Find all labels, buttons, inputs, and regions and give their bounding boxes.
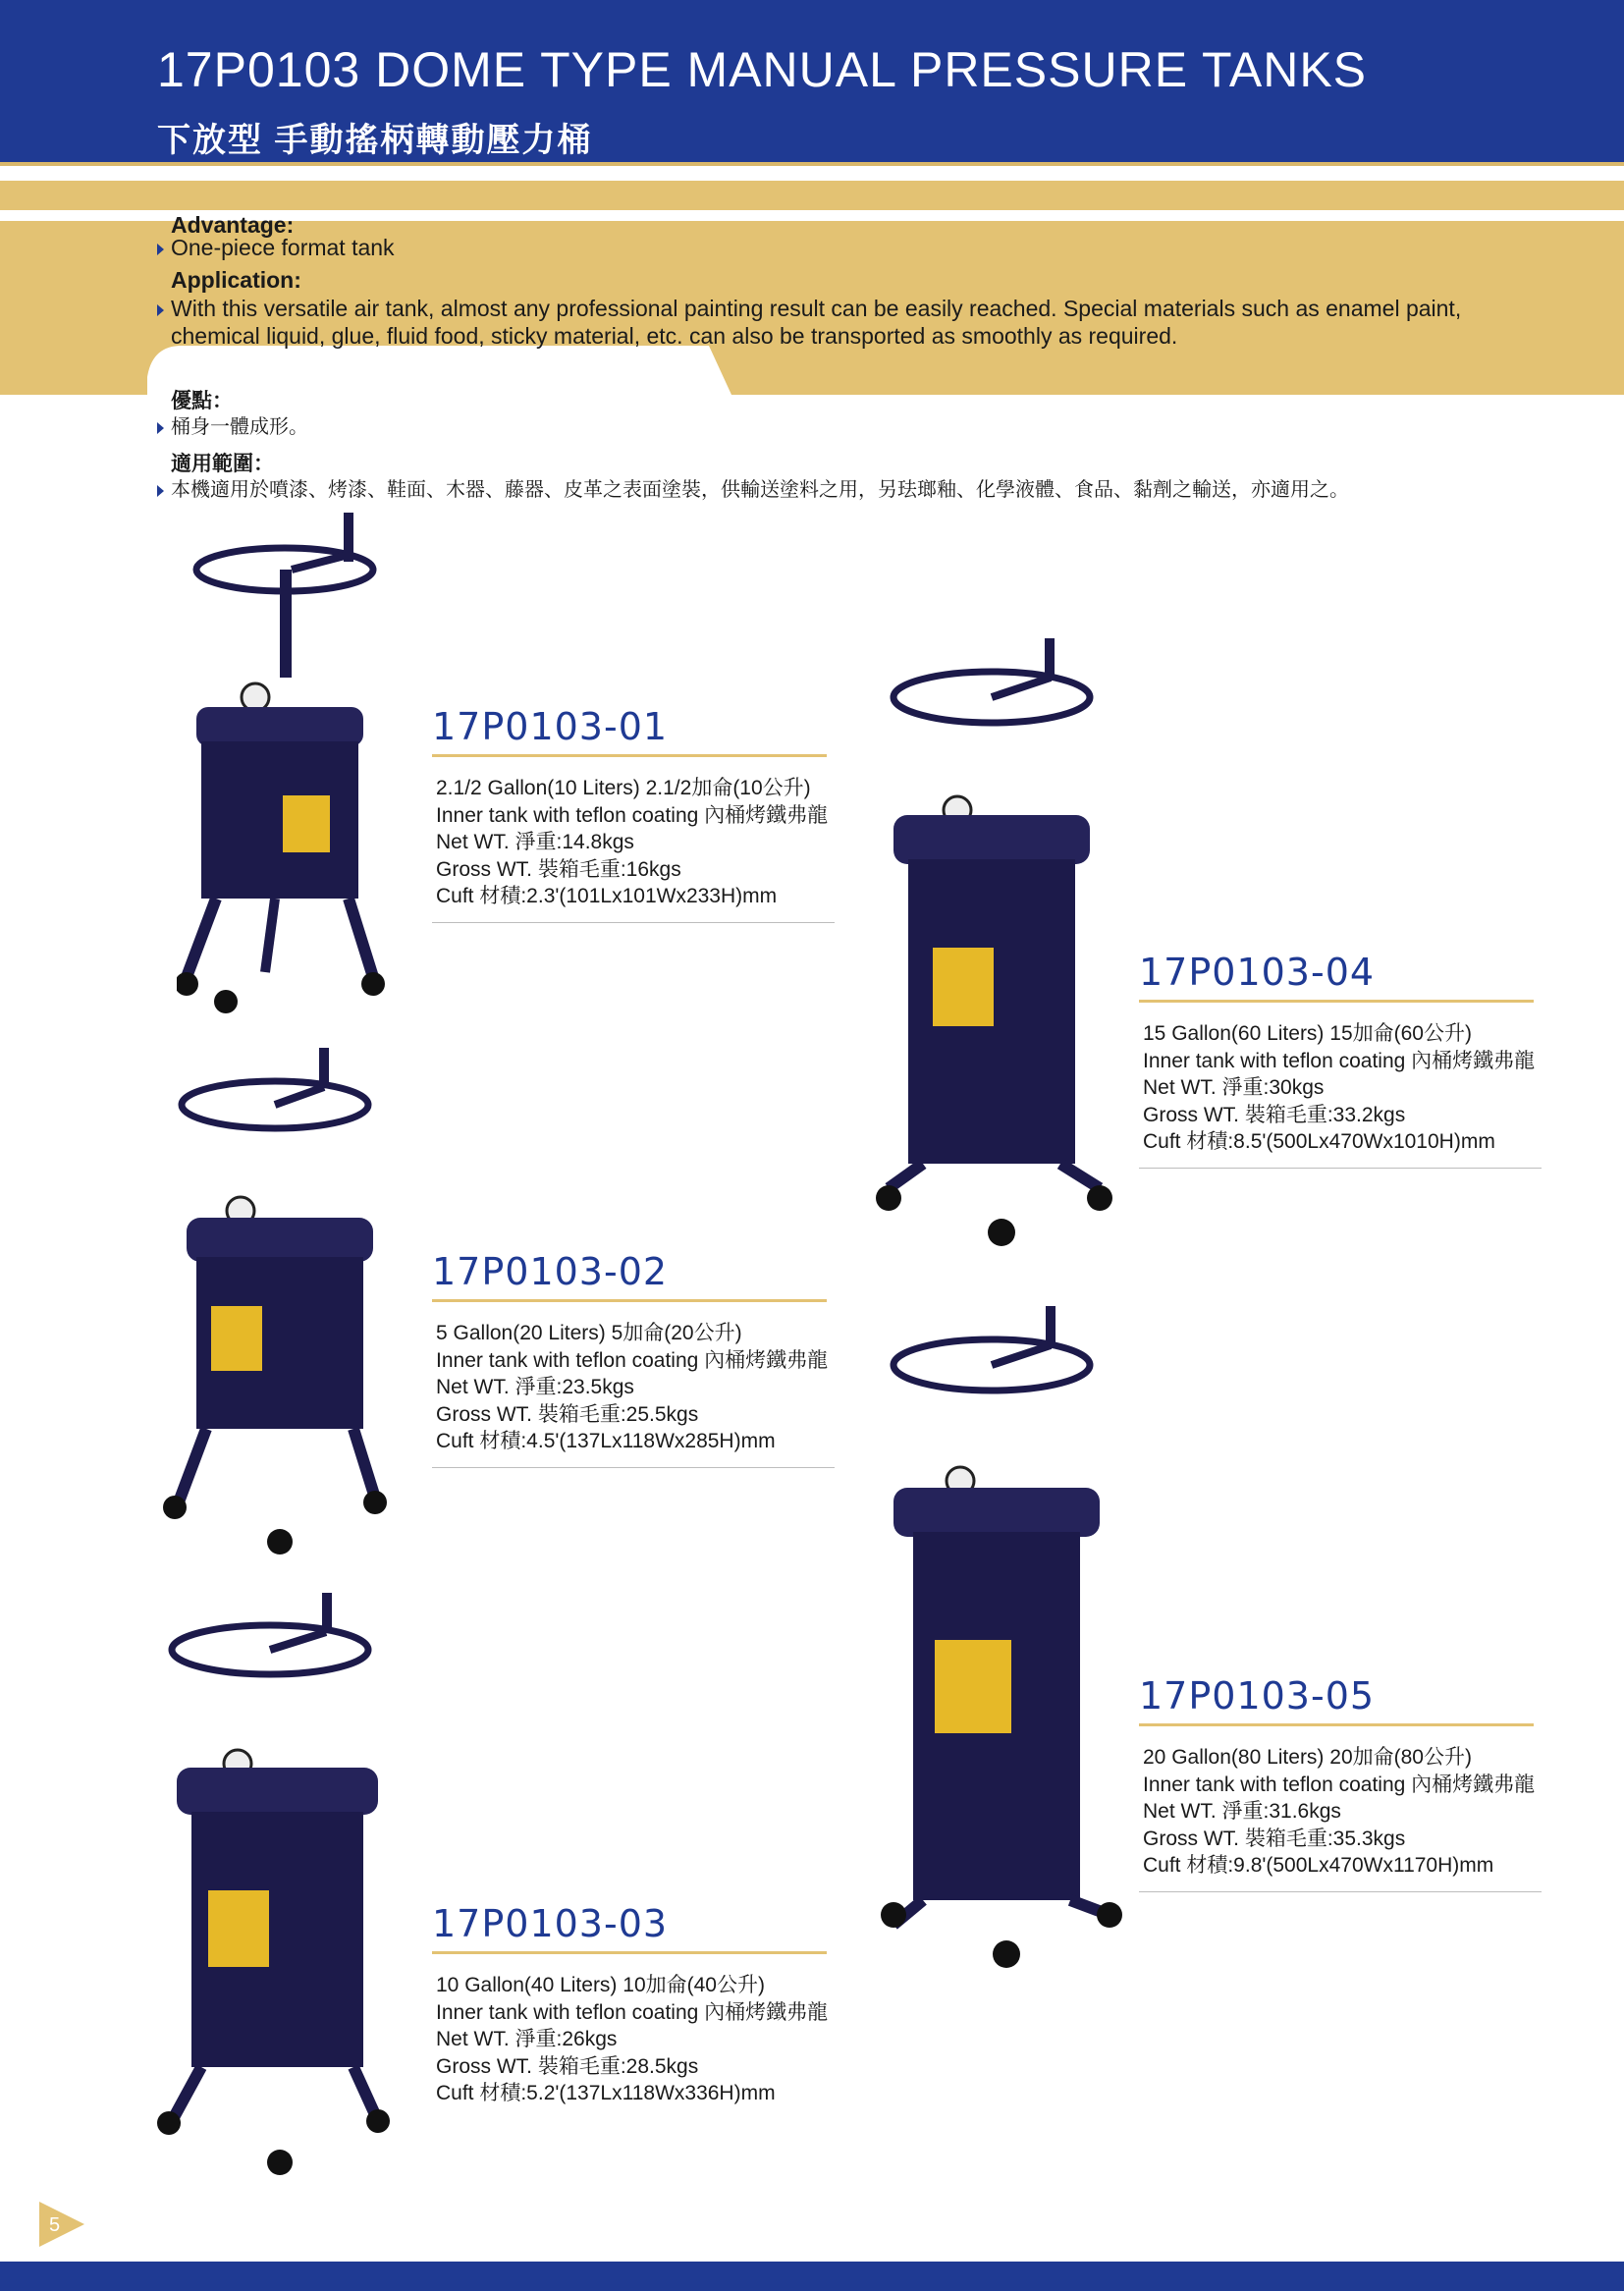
application-item [157,295,1461,322]
spec-gross-weight: Gross WT. 裝箱毛重:35.3kgs [1143,1827,1406,1850]
spec-capacity: 10 Gallon(40 Liters) 10加侖(40公升) [436,1974,765,1996]
application-text-1: With this versatile air tank, almost any professional painting result can be easily reached. Special materials such as enamel paint, [171,296,1462,321]
advantage-text-zh: 桶身一體成形。 [171,416,308,438]
spec-cuft: Cuft 材積:5.2'(137Lx118Wx336H)mm [436,2082,776,2104]
bullet-icon [157,244,164,255]
spec-net-weight: Net WT. 淨重:23.5kgs [436,1376,634,1398]
application-label-zh: 適用範圍： [171,453,274,475]
tank-image-01 [177,511,412,1026]
page-number-triangle-icon [37,2200,86,2249]
spec-cuft: Cuft 材積:4.5'(137Lx118Wx285H)mm [436,1430,776,1452]
spec-coating: Inner tank with teflon coating 內桶烤鐵弗龍 [1143,1773,1536,1796]
spec-gross-weight: Gross WT. 裝箱毛重:25.5kgs [436,1402,699,1426]
product-specs [1143,1744,1571,1880]
header-banner [0,0,1624,162]
model-rule [1139,1000,1534,1003]
advantage-item [157,234,395,261]
tank-image-04 [864,638,1129,1262]
advantage-text: One-piece format tank [171,235,395,260]
spec-capacity: 15 Gallon(60 Liters) 15加侖(60公升) [1143,1022,1472,1045]
product-model: 17P0103-04 [1139,951,1376,994]
product-17P0103-04 [1139,951,1571,1169]
product-17P0103-03 [432,1902,837,2107]
spec-capacity: 2.1/2 Gallon(10 Liters) 2.1/2加侖(10公升) [436,777,811,799]
header-rule [0,162,1624,166]
spec-cuft: Cuft 材積:2.3'(101Lx101Wx233H)mm [436,885,778,907]
product-model: 17P0103-03 [432,1902,669,1945]
spec-gross-weight: Gross WT. 裝箱毛重:28.5kgs [436,2054,699,2078]
spec-cuft: Cuft 材積:8.5'(500Lx470Wx1010H)mm [1143,1130,1495,1153]
product-model: 17P0103-02 [432,1250,669,1293]
spec-net-weight: Net WT. 淨重:30kgs [1143,1076,1325,1099]
model-rule [432,1299,827,1302]
specs-rule [432,922,835,923]
application-label: Application: [171,267,301,293]
model-rule [432,1951,827,1954]
spec-gross-weight: Gross WT. 裝箱毛重:16kgs [436,857,681,881]
product-specs [436,1320,837,1455]
product-specs [436,775,837,910]
product-specs [436,1972,837,2107]
bullet-icon [157,422,164,434]
advantage-label-zh: 優點： [171,390,233,412]
advantage-label: Advantage: [171,212,295,238]
model-rule [1139,1723,1534,1726]
product-model: 17P0103-05 [1139,1674,1376,1718]
spec-coating: Inner tank with teflon coating 內桶烤鐵弗龍 [436,803,829,827]
page-title: 17P0103 DOME TYPE MANUAL PRESSURE TANKS [157,42,1368,97]
product-model: 17P0103-01 [432,705,669,748]
tank-image-02 [157,1046,412,1571]
bullet-icon [157,304,164,316]
model-rule [432,754,827,757]
spec-gross-weight: Gross WT. 裝箱毛重:33.2kgs [1143,1103,1406,1126]
tank-image-05 [864,1306,1139,1989]
spec-capacity: 5 Gallon(20 Liters) 5加侖(20公升) [436,1322,742,1344]
spec-coating: Inner tank with teflon coating 內桶烤鐵弗龍 [1143,1049,1536,1072]
page-subtitle-zh: 下放型 手動搖柄轉動壓力桶 [157,122,593,159]
spec-coating: Inner tank with teflon coating 內桶烤鐵弗龍 [436,1348,829,1372]
spec-cuft: Cuft 材積:9.8'(500Lx470Wx1170H)mm [1143,1854,1494,1877]
band-edge [0,393,147,394]
footer-bar [0,2262,1624,2291]
specs-rule [432,1467,835,1468]
application-text-2: chemical liquid, glue, fluid food, sticky material, etc. can also be transported as smoothly as required. [171,323,1178,349]
spec-capacity: 20 Gallon(80 Liters) 20加侖(80公升) [1143,1746,1472,1769]
product-17P0103-02 [432,1250,837,1468]
bullet-icon [157,485,164,497]
application-item-zh [157,476,1349,504]
spec-net-weight: Net WT. 淨重:31.6kgs [1143,1800,1341,1823]
product-specs [1143,1020,1571,1156]
advantage-item-zh [157,413,308,441]
spec-net-weight: Net WT. 淨重:26kgs [436,2028,618,2050]
tank-image-03 [147,1591,412,2195]
application-text-zh: 本機適用於噴漆、烤漆、鞋面、木器、藤器、皮革之表面塗裝，供輸送塗料之用，另珐瑯釉、化學液體、食品、黏劑之輸送，亦適用之。 [171,479,1349,501]
specs-rule [1139,1891,1542,1892]
spec-coating: Inner tank with teflon coating 內桶烤鐵弗龍 [436,2000,829,2024]
product-17P0103-05 [1139,1674,1571,1892]
product-17P0103-01 [432,705,837,923]
specs-rule [1139,1168,1542,1169]
page-number: 5 [49,2214,61,2236]
spec-net-weight: Net WT. 淨重:14.8kgs [436,831,634,853]
